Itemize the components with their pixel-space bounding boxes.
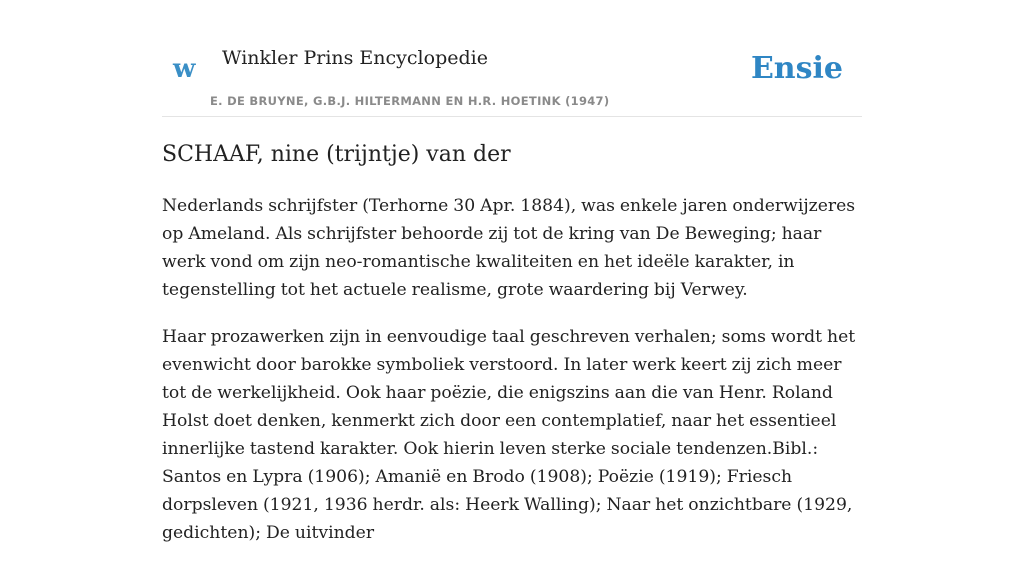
article-paragraph: Haar prozawerken zijn in eenvoudige taal geschreven verhalen; soms wordt het evenwicht door barokke symboliek verstoord. In later werk keert zij zich meer tot de werkelijkheid. Ook haar poëzie, die enigszins aan die van Henr. Roland Holst doet denken, kenmerkt zich door een contemplatief, naar het essentieel innerlijke tastend karakter. Ook hierin leven sterke sociale tendenzen.Bibl.: Santos en Lypra (1906); Amanië en Brodo (1908); Poëzie (1919); Friesch dorpsleven (1921, 1936 herdr. als: Heerk Walling); Naar het onzichtbare (1929, gedichten); De uitvinder <box>162 327 856 543</box>
source-authors: E. DE BRUYNE, G.B.J. HILTERMANN EN H.R. HOETINK (1947) <box>210 94 610 108</box>
ensie-brand-logo[interactable]: Ensie <box>750 51 843 86</box>
article-paragraph: Nederlands schrijfster (Terhorne 30 Apr. 1884), was enkele jaren onderwijzeres op Ameland. Als schrijfster behoorde zij tot de kring van De Beweging; haar werk vond om zijn neo-romantische kwaliteiten en het ideële karakter, in tegenstelling tot het actuele realisme, grote waardering bij Verwey. <box>162 196 856 300</box>
source-title: Winkler Prins Encyclopedie <box>222 47 488 69</box>
article-body <box>162 192 862 566</box>
site-header <box>162 0 862 117</box>
article-title: SCHAAF, nine (trijntje) van der <box>162 142 511 167</box>
page <box>162 0 862 543</box>
winkler-prins-logo[interactable]: w <box>173 54 196 84</box>
